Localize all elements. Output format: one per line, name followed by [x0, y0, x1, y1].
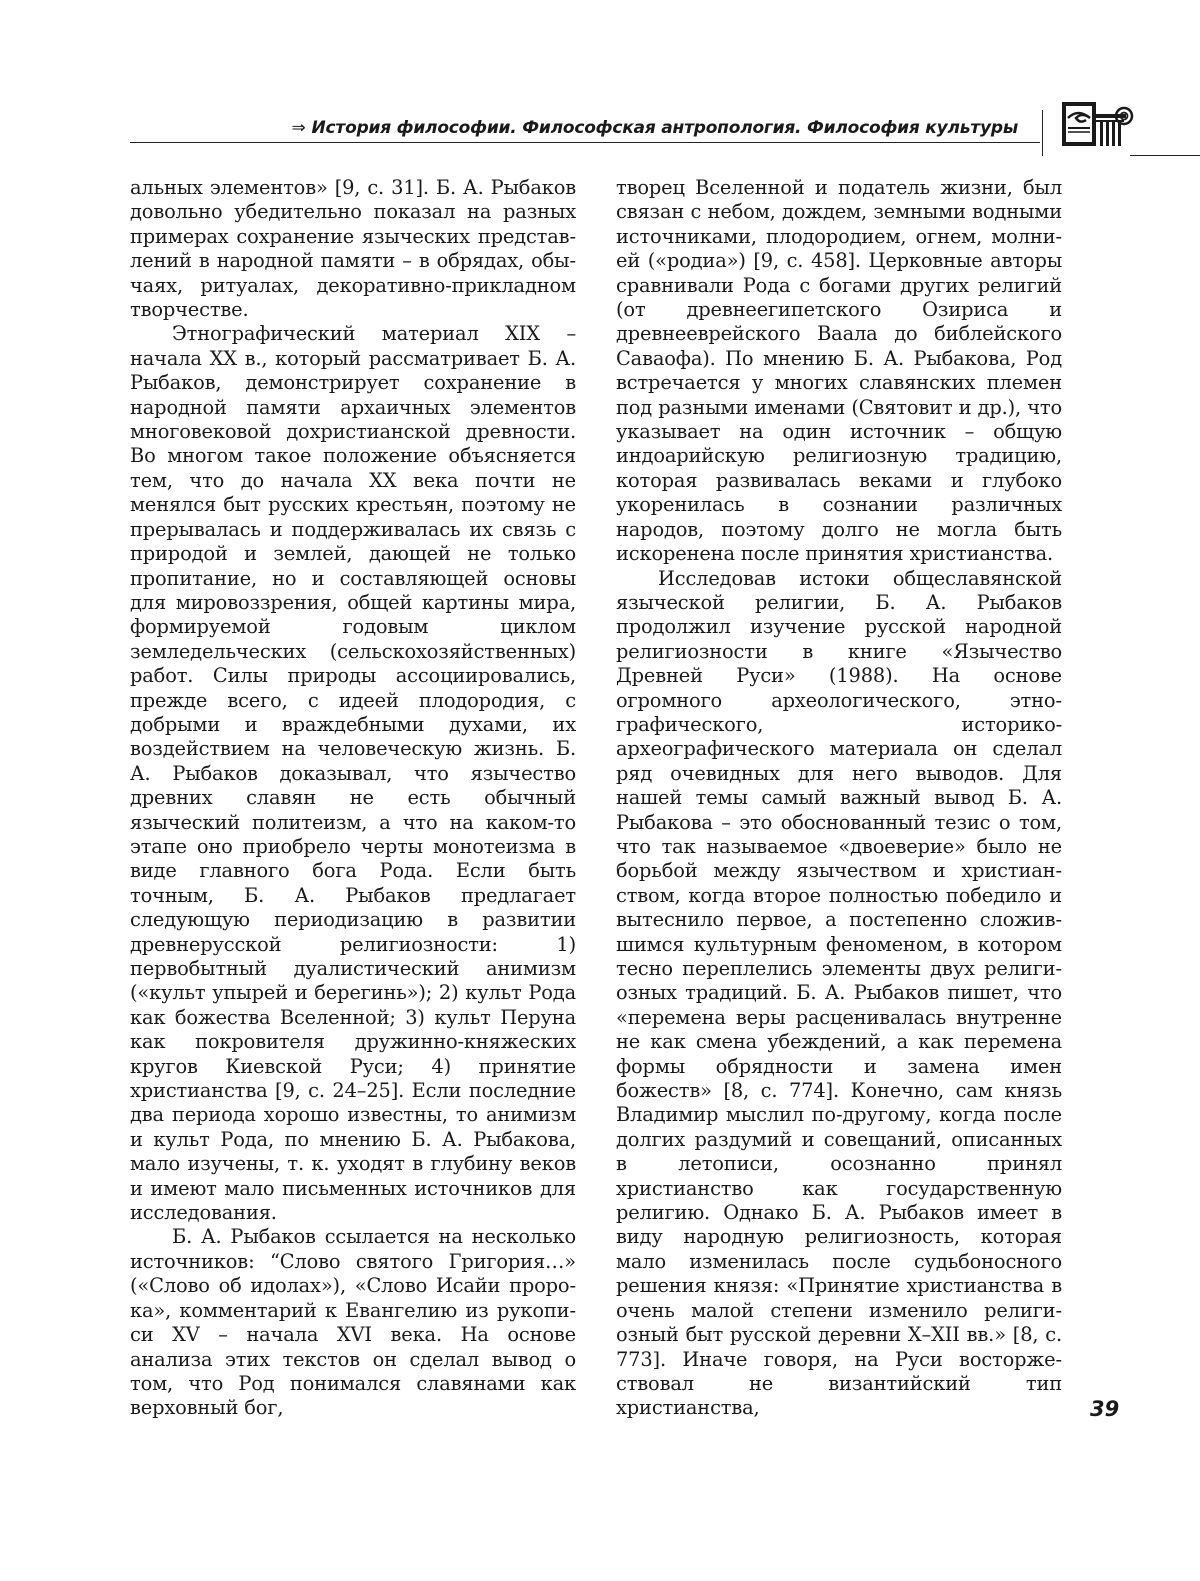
header-rule — [130, 142, 1040, 143]
paragraph: Исследовав истоки общеславянской языческой религии, Б. А. Рыбаков продолжил изучение русской народной религиозности в книге «Язычество Древней Руси» (1988). На основе огромного археологического, этнографического, историко-археографического материала он сделал ряд очевидных для него выводов. Для нашей темы самый важный вывод Б. А. Рыбакова – это обоснованный тезис о том, что так называемое «двоеверие» было не борьбой между язычеством и христианством, когда второе полностью победило и вытеснило первое, а постепенно сложившимся культурным феноменом, в котором тесно переплелись элементы двух религиозных традиций. Б. А. Рыбаков пишет, что «перемена веры расценивалась внутренне не как смена убеждений, а как перемена формы обрядности и замена имен божеств» [8, с. 774]. Конечно, сам князь Владимир мыслил по-другому, когда после долгих раздумий и совещаний, описанных в летописи, осознанно принял христианство как государственную религию. Однако Б. А. Рыбаков имеет в виду народную религиозность, которая мало изменилась после судьбоносного решения князя: «Принятие христианства в очень малой степени изменило религиозный быт русской деревни X–XII вв.» [8, с. 773]. Иначе говоря, на Руси восторжествовал не византийский тип христианства, — [616, 566, 1062, 1420]
paragraph: Б. А. Рыбаков ссылается на несколько источников: “Слово святого Григория…» («Слово об идолах»), «Слово Исайи пророка», комментарий к Евангелию из рукописи XV – начала XVI века. На основе анализа этих текстов он сделал вывод о том, что Род понимался славянами как верховный бог, — [130, 1225, 576, 1420]
running-header-title — [291, 118, 1018, 138]
arrow-right-icon: ⇒ — [291, 118, 306, 138]
paragraph: Этнографический материал XIX – начала XX в., который рассматривает Б. А. Рыбаков, демонстрирует сохранение в народной памяти архаичных элементов многовековой дохристианской древности. Во многом такое положение объясняется тем, что до начала XX века почти не менялся быт русских крестьян, поэтому не прерывалась и поддерживалась их связь с природой и землей, дающей не только пропитание, но и составляющей основы для мировоззрения, общей картины мира, формируемой годовым циклом земледельческих (сельскохозяйственных) работ. Силы природы ассоциировались, прежде всего, с идеей плодородия, с добрыми и враждебными духами, их воздействием на человеческую жизнь. Б. А. Рыбаков доказывал, что язычество древних славян не есть обычный языческий политеизм, а что на каком-то этапе оно приобрело черты монотеизма в виде главного бога Рода. Если быть точным, Б. А. Рыбаков предлагает следующую периодизацию в развитии древнерусской религиозности: 1) первобытный дуалистический анимизм («культ упырей и берегинь»); 2) культ Рода как божества Вселенной; 3) культ Перуна как покровителя дружинно-княжеских кругов Киевской Руси; 4) принятие христианства [9, с. 24–25]. Если последние два периода хорошо известны, то анимизм и культ Рода, по мнению Б. А. Рыбакова, мало изучены, т. к. уходят в глубину веков и имеют мало письменных источников для исследования. — [130, 322, 576, 1225]
running-header — [130, 108, 1190, 158]
paragraph: творец Вселенной и податель жизни, был связан с небом, дождем, земными водными источниками, плодородием, огнем, молнией («родиа») [9, с. 458]. Церковные авторы сравнивали Рода с богами других религий (от древнеегипетского Озириса и древнееврейского Ваала до библейского Саваофа). По мнению Б. А. Рыбакова, Род встречается у многих славянских племен под разными именами (Святовит и др.), что указывает на один источник – общую индоарийскую религиозную традицию, которая развивалась веками и глубоко укоренилась в сознании различных народов, поэтому долго не могла быть искоренена после принятия христианства. — [616, 176, 1062, 566]
paragraph: альных элементов» [9, с. 31]. Б. А. Рыбаков довольно убедительно показал на разных примерах сохранение языческих представлений в народной памяти – в обрядах, обычаях, ритуалах, декоративно-прикладном творчестве. — [130, 176, 576, 322]
header-divider — [1042, 110, 1043, 156]
page-number: 39 — [1090, 1397, 1120, 1421]
right-column — [616, 176, 1062, 1421]
left-column — [130, 176, 576, 1421]
section-title: История философии. Философская антропология. Философия культуры — [311, 118, 1018, 138]
ionic-column-logo-icon — [1062, 96, 1140, 152]
header-rule-right — [1130, 155, 1200, 156]
